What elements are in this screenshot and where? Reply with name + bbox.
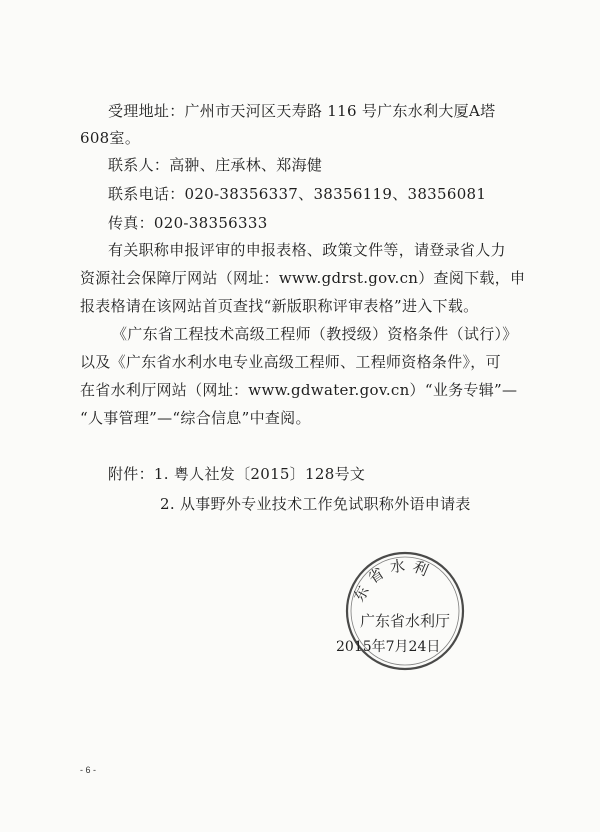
attachment-1: 附件：1. 粤人社发〔2015〕128号文 [108,465,366,483]
paragraph-conditions-line-3: 在省水利厅网站（网址：www.gdwater.gov.cn）“业务专辑”— [80,381,518,399]
address-line-continued: 608室。 [80,129,141,147]
attachment-2: 2. 从事野外专业技术工作免试职称外语申请表 [160,495,471,513]
page-number: - 6 - [80,765,97,775]
signature-date: 2015年7月24日 [336,639,441,655]
paragraph-conditions-line-1: 《广东省工程技术高级工程师（教授级）资格条件（试行）》 [112,325,518,343]
paragraph-forms-line-3: 报表格请在该网站首页查找“新版职称评审表格”进入下载。 [80,297,479,315]
contact-phone: 联系电话：020-38356337、38356119、38356081 [108,185,487,203]
seal-inner-text: 广东省水利厅 [359,612,451,630]
contact-persons: 联系人：高翀、庄承林、郑海健 [108,156,323,174]
paragraph-conditions-line-4: “人事管理”—“综合信息”中查阅。 [80,409,311,427]
address-line: 受理地址：广州市天河区天寿路 116 号广东水利大厦A塔 [108,102,496,120]
paragraph-forms-line-2: 资源社会保障厅网站（网址：www.gdrst.gov.cn）查阅下载，申 [80,269,526,287]
fax-line: 传真：020-38356333 [108,214,268,232]
paragraph-forms-line-1: 有关职称申报评审的申报表格、政策文件等，请登录省人力 [108,241,506,259]
paragraph-conditions-line-2: 以及《广东省水利水电专业高级工程师、工程师资格条件》，可 [80,353,501,371]
seal-arc-text: 东省水利 [349,556,437,605]
